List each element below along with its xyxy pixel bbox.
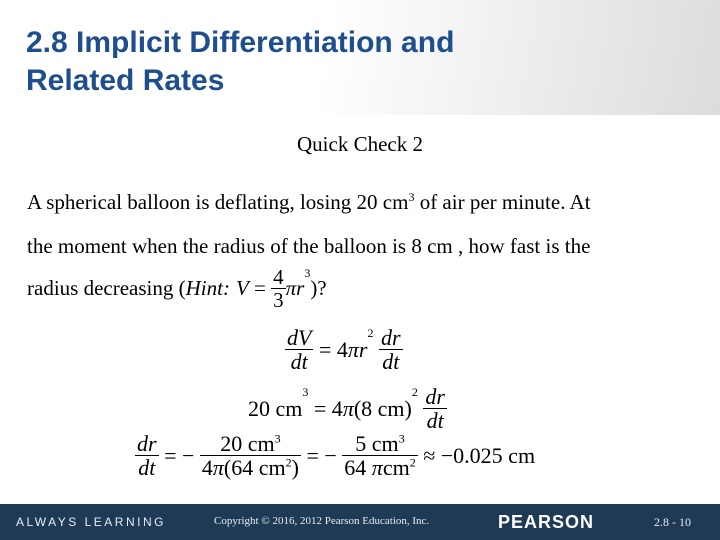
radius-quantity: 8 cm <box>411 234 453 258</box>
copyright: Copyright © 2016, 2012 Pearson Education, Inc. <box>214 515 430 527</box>
problem-line-1: A spherical balloon is deflating, losing 20 $cm^3$ of air per minute. At <box>27 190 591 214</box>
title-line-1: 2.8 Implicit Differentiation and <box>26 26 455 59</box>
slide-title <box>26 24 454 100</box>
equation-derivative: $\frac{dV}{dt}$ = 4 πr $^2$ $\frac{dr}{dt}$ <box>287 325 401 375</box>
volume-formula: V = $\frac{4}{3}$ πr $^3$ <box>235 265 311 313</box>
page-number: 2.8 - 10 <box>654 515 691 529</box>
always-learning-tagline: ALWAYS LEARNING <box>16 515 166 529</box>
quick-check-heading: Quick Check 2 <box>297 132 423 156</box>
rate-quantity: 20 $cm^3$ <box>356 190 415 214</box>
pearson-logo: PEARSON <box>498 512 595 532</box>
equation-substituted: 20 cm 3 = 4 π (8 cm) $^2$ $\frac{dr}{dt}$ <box>248 384 445 434</box>
footer-bar <box>0 504 720 540</box>
equation-solution: $\frac{dr}{dt}$ = − $\frac{20 cm^3}{4\pi(64 cm^2)}$ = − $\frac{5 cm^3}{64 \pi cm^2}$ ≈ −0.025 cm <box>137 431 536 481</box>
problem-line-3: radius decreasing ( Hint: V = $\frac{4}{3}$ πr $^3$ )? <box>27 265 327 313</box>
problem-line-2: the moment when the radius of the balloon is 8 cm , how fast is the <box>27 234 591 258</box>
title-line-2: Related Rates <box>26 64 225 97</box>
